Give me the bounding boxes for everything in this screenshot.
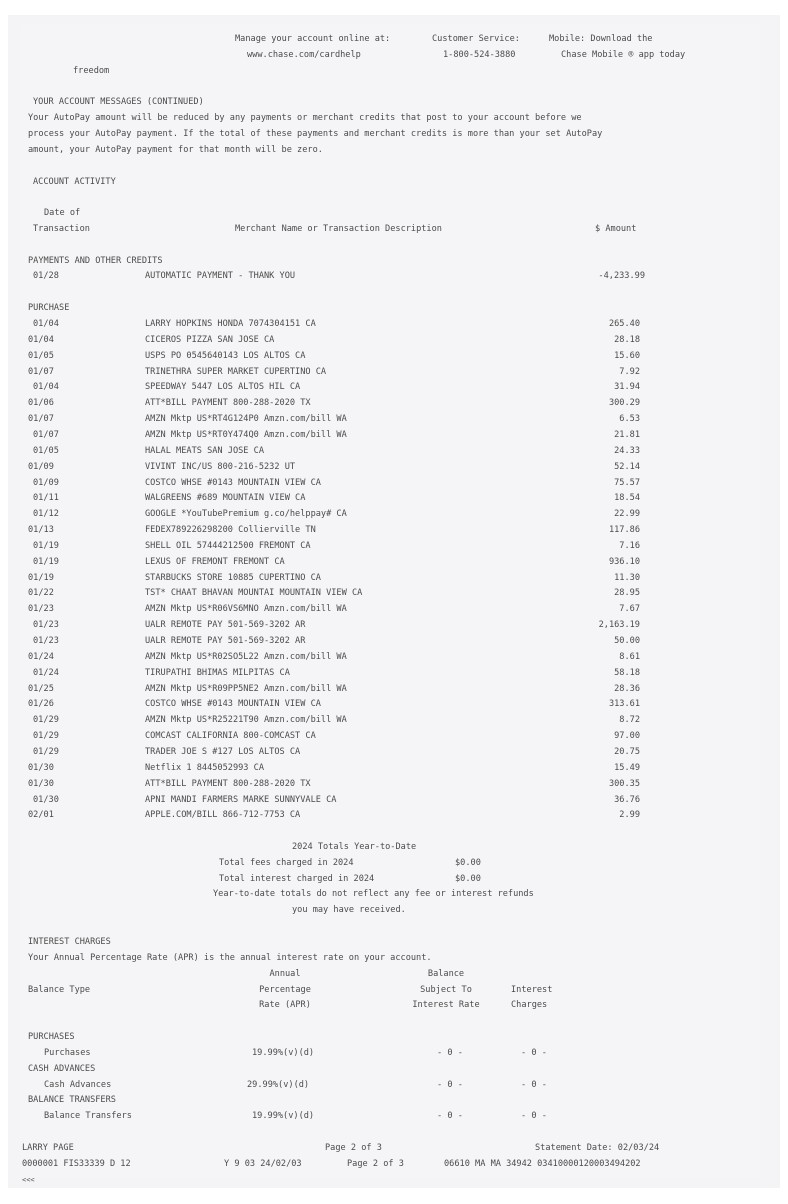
transaction-description: LEXUS OF FREMONT FREMONT CA bbox=[145, 557, 285, 567]
group-title: CASH ADVANCES bbox=[28, 1064, 96, 1074]
transaction-amount: 28.18 bbox=[614, 335, 640, 345]
balance-value: - 0 - bbox=[437, 1111, 463, 1121]
transaction-amount: 300.35 bbox=[608, 779, 640, 789]
footer-page-2: Page 2 of 3 bbox=[347, 1159, 404, 1169]
transaction-date: 01/24 bbox=[33, 668, 59, 678]
transaction-description: TIRUPATHI BHIMAS MILPITAS CA bbox=[145, 668, 290, 678]
transaction-description: UALR REMOTE PAY 501-569-3202 AR bbox=[145, 620, 306, 630]
transaction-description: AMZN Mktp US*R02SO5L22 Amzn.com/bill WA bbox=[145, 652, 347, 662]
transaction-date: 01/09 bbox=[28, 462, 54, 472]
col-balance: Interest Rate bbox=[412, 1000, 480, 1010]
transaction-description: ATT*BILL PAYMENT 800-288-2020 TX bbox=[145, 398, 311, 408]
transaction-date: 01/29 bbox=[33, 747, 59, 757]
statement-body bbox=[20, 25, 760, 1177]
transaction-date: 01/09 bbox=[33, 478, 59, 488]
transaction-amount: 265.40 bbox=[608, 319, 640, 329]
transaction-amount: 7.67 bbox=[619, 604, 640, 614]
transaction-amount: 18.54 bbox=[614, 493, 640, 503]
transaction-amount: 52.14 bbox=[614, 462, 640, 472]
transaction-description: APPLE.COM/BILL 866-712-7753 CA bbox=[145, 810, 301, 820]
transaction-amount: 300.29 bbox=[608, 398, 640, 408]
message-line: amount, your AutoPay payment for that month will be zero. bbox=[28, 145, 323, 155]
transaction-description: CICEROS PIZZA SAN JOSE CA bbox=[145, 335, 275, 345]
activity-title: ACCOUNT ACTIVITY bbox=[33, 177, 116, 187]
transaction-amount: 58.18 bbox=[614, 668, 640, 678]
transaction-date: 01/13 bbox=[28, 525, 54, 535]
transaction-amount: 8.61 bbox=[619, 652, 640, 662]
transaction-date: 01/07 bbox=[28, 414, 54, 424]
payment-amount: -4,233.99 bbox=[598, 271, 645, 281]
transaction-date: 01/07 bbox=[28, 367, 54, 377]
footer-page: Page 2 of 3 bbox=[325, 1143, 382, 1153]
col-balance: Balance bbox=[427, 969, 465, 979]
transaction-date: 01/04 bbox=[33, 319, 59, 329]
transaction-description: SHELL OIL 57444212500 FREMONT CA bbox=[145, 541, 311, 551]
transaction-amount: 15.49 bbox=[614, 763, 640, 773]
col-date-line1: Date of bbox=[44, 208, 81, 218]
col-balance-type: Balance Type bbox=[28, 985, 91, 995]
group-title: BALANCE TRANSFERS bbox=[28, 1095, 116, 1105]
balance-type-name: Purchases bbox=[44, 1048, 91, 1058]
transaction-date: 01/19 bbox=[33, 541, 59, 551]
transaction-amount: 936.10 bbox=[608, 557, 640, 567]
interest-title: INTEREST CHARGES bbox=[28, 937, 111, 947]
transaction-description: FEDEX789226298200 Collierville TN bbox=[145, 525, 316, 535]
transaction-date: 01/06 bbox=[28, 398, 54, 408]
payment-desc: AUTOMATIC PAYMENT - THANK YOU bbox=[145, 271, 296, 281]
transaction-amount: 7.92 bbox=[619, 367, 640, 377]
mobile-label: Mobile: Download the bbox=[549, 34, 653, 44]
transaction-date: 01/19 bbox=[28, 573, 54, 583]
message-line: Your AutoPay amount will be reduced by any payments or merchant credits that post to your account before we bbox=[28, 113, 582, 123]
transaction-date: 01/07 bbox=[33, 430, 59, 440]
transaction-date: 01/05 bbox=[33, 446, 59, 456]
transaction-amount: 28.95 bbox=[614, 588, 640, 598]
messages-title: YOUR ACCOUNT MESSAGES (CONTINUED) bbox=[33, 97, 204, 107]
transaction-date: 01/19 bbox=[33, 557, 59, 567]
footer-code-right: 06610 MA MA 34942 03410000120003494202 bbox=[444, 1159, 641, 1169]
transaction-date: 01/04 bbox=[28, 335, 54, 345]
col-charges: Interest bbox=[511, 985, 553, 995]
transaction-description: Netflix 1 8445052993 CA bbox=[145, 763, 264, 773]
transaction-amount: 20.75 bbox=[614, 747, 640, 757]
footer-marker: <<< bbox=[22, 1176, 35, 1184]
manage-url[interactable]: www.chase.com/cardhelp bbox=[247, 50, 361, 60]
totals-title: 2024 Totals Year-to-Date bbox=[292, 842, 417, 852]
transaction-description: LARRY HOPKINS HONDA 7074304151 CA bbox=[145, 319, 316, 329]
totals-note: Year-to-date totals do not reflect any fee or interest refunds bbox=[213, 889, 534, 899]
message-line: process your AutoPay payment. If the total of these payments and merchant credits is more than your set AutoPay bbox=[28, 129, 603, 139]
statement-page bbox=[8, 15, 780, 1188]
transaction-amount: 50.00 bbox=[614, 636, 640, 646]
brand-freedom: freedom bbox=[73, 66, 110, 76]
col-description: Merchant Name or Transaction Description bbox=[235, 224, 442, 234]
interest-value: $0.00 bbox=[455, 874, 481, 884]
transaction-description: AMZN Mktp US*RT4G124P0 Amzn.com/bill WA bbox=[145, 414, 347, 424]
transaction-description: SPEEDWAY 5447 LOS ALTOS HIL CA bbox=[145, 382, 301, 392]
transaction-amount: 15.60 bbox=[614, 351, 640, 361]
fees-value: $0.00 bbox=[455, 858, 481, 868]
col-balance: Subject To bbox=[420, 985, 472, 995]
transaction-amount: 24.33 bbox=[614, 446, 640, 456]
transaction-description: AMZN Mktp US*R25221T90 Amzn.com/bill WA bbox=[145, 715, 347, 725]
transaction-date: 01/23 bbox=[33, 636, 59, 646]
transaction-description: VIVINT INC/US 800-216-5232 UT bbox=[145, 462, 296, 472]
transaction-date: 02/01 bbox=[28, 810, 54, 820]
transaction-date: 01/30 bbox=[28, 763, 54, 773]
balance-value: - 0 - bbox=[437, 1048, 463, 1058]
transaction-amount: 36.76 bbox=[614, 795, 640, 805]
service-phone: 1-800-524-3880 bbox=[443, 50, 516, 60]
transaction-date: 01/12 bbox=[33, 509, 59, 519]
transaction-date: 01/11 bbox=[33, 493, 59, 503]
transaction-description: USPS PO 0545640143 LOS ALTOS CA bbox=[145, 351, 306, 361]
transaction-date: 01/25 bbox=[28, 684, 54, 694]
footer-statement-date: Statement Date: 02/03/24 bbox=[535, 1143, 660, 1153]
col-charges: Charges bbox=[511, 1000, 548, 1010]
transaction-date: 01/26 bbox=[28, 699, 54, 709]
transaction-date: 01/22 bbox=[28, 588, 54, 598]
service-label: Customer Service: bbox=[432, 34, 520, 44]
transaction-description: WALGREENS #689 MOUNTAIN VIEW CA bbox=[145, 493, 306, 503]
balance-value: - 0 - bbox=[437, 1080, 463, 1090]
transaction-description: AMZN Mktp US*RT0Y474Q0 Amzn.com/bill WA bbox=[145, 430, 347, 440]
footer-code-left: 0000001 FIS33339 D 12 bbox=[22, 1159, 131, 1169]
transaction-amount: 2.99 bbox=[619, 810, 640, 820]
totals-note: you may have received. bbox=[292, 905, 406, 915]
transaction-description: STARBUCKS STORE 10885 CUPERTINO CA bbox=[145, 573, 321, 583]
transaction-amount: 6.53 bbox=[619, 414, 640, 424]
manage-label: Manage your account online at: bbox=[235, 34, 391, 44]
transaction-amount: 117.86 bbox=[608, 525, 640, 535]
mobile-text: Chase Mobile ® app today bbox=[561, 50, 686, 60]
payments-title: PAYMENTS AND OTHER CREDITS bbox=[28, 256, 163, 266]
transaction-amount: 8.72 bbox=[619, 715, 640, 725]
balance-type-name: Cash Advances bbox=[44, 1080, 112, 1090]
apr-value: 19.99%(v)(d) bbox=[252, 1048, 315, 1058]
transaction-date: 01/04 bbox=[33, 382, 59, 392]
charges-value: - 0 - bbox=[521, 1080, 547, 1090]
charges-value: - 0 - bbox=[521, 1111, 547, 1121]
transaction-amount: 97.00 bbox=[614, 731, 640, 741]
transaction-description: AMZN Mktp US*R06VS6MNO Amzn.com/bill WA bbox=[145, 604, 347, 614]
transaction-description: COSTCO WHSE #0143 MOUNTAIN VIEW CA bbox=[145, 478, 321, 488]
transaction-description: ATT*BILL PAYMENT 800-288-2020 TX bbox=[145, 779, 311, 789]
transaction-description: COSTCO WHSE #0143 MOUNTAIN VIEW CA bbox=[145, 699, 321, 709]
footer-code-mid: Y 9 03 24/02/03 bbox=[224, 1159, 302, 1169]
col-apr: Percentage bbox=[259, 985, 311, 995]
transaction-date: 01/29 bbox=[33, 731, 59, 741]
transaction-description: COMCAST CALIFORNIA 800-COMCAST CA bbox=[145, 731, 316, 741]
balance-type-name: Balance Transfers bbox=[44, 1111, 132, 1121]
payment-date: 01/28 bbox=[33, 271, 59, 281]
purchase-title: PURCHASE bbox=[28, 303, 70, 313]
transaction-description: APNI MANDI FARMERS MARKE SUNNYVALE CA bbox=[145, 795, 337, 805]
transaction-amount: 2,163.19 bbox=[598, 620, 640, 630]
transaction-amount: 31.94 bbox=[614, 382, 640, 392]
transaction-amount: 22.99 bbox=[614, 509, 640, 519]
interest-label: Total interest charged in 2024 bbox=[219, 874, 375, 884]
transaction-date: 01/30 bbox=[28, 779, 54, 789]
transaction-description: AMZN Mktp US*R09PP5NE2 Amzn.com/bill WA bbox=[145, 684, 347, 694]
transaction-amount: 11.30 bbox=[614, 573, 640, 583]
transaction-description: HALAL MEATS SAN JOSE CA bbox=[145, 446, 264, 456]
transaction-amount: 313.61 bbox=[608, 699, 640, 709]
interest-description: Your Annual Percentage Rate (APR) is the annual interest rate on your account. bbox=[28, 953, 432, 963]
transaction-date: 01/24 bbox=[28, 652, 54, 662]
transaction-date: 01/30 bbox=[33, 795, 59, 805]
transaction-description: TRADER JOE S #127 LOS ALTOS CA bbox=[145, 747, 301, 757]
transaction-date: 01/29 bbox=[33, 715, 59, 725]
col-amount: $ Amount bbox=[595, 224, 637, 234]
transaction-amount: 28.36 bbox=[614, 684, 640, 694]
apr-value: 29.99%(v)(d) bbox=[247, 1080, 310, 1090]
transaction-description: UALR REMOTE PAY 501-569-3202 AR bbox=[145, 636, 306, 646]
transaction-amount: 75.57 bbox=[614, 478, 640, 488]
transaction-description: TST* CHAAT BHAVAN MOUNTAI MOUNTAIN VIEW CA bbox=[145, 588, 363, 598]
apr-value: 19.99%(v)(d) bbox=[252, 1111, 315, 1121]
col-apr: Annual bbox=[269, 969, 301, 979]
transaction-date: 01/23 bbox=[28, 604, 54, 614]
footer-name: LARRY PAGE bbox=[22, 1143, 74, 1153]
fees-label: Total fees charged in 2024 bbox=[219, 858, 354, 868]
group-title: PURCHASES bbox=[28, 1032, 75, 1042]
transaction-description: GOOGLE *YouTubePremium g.co/helppay# CA bbox=[145, 509, 347, 519]
transaction-date: 01/23 bbox=[33, 620, 59, 630]
transaction-description: TRINETHRA SUPER MARKET CUPERTINO CA bbox=[145, 367, 327, 377]
col-date-line2: Transaction bbox=[33, 224, 90, 234]
transaction-date: 01/05 bbox=[28, 351, 54, 361]
col-apr: Rate (APR) bbox=[259, 1000, 311, 1010]
charges-value: - 0 - bbox=[521, 1048, 547, 1058]
transaction-amount: 21.81 bbox=[614, 430, 640, 440]
transaction-amount: 7.16 bbox=[619, 541, 640, 551]
